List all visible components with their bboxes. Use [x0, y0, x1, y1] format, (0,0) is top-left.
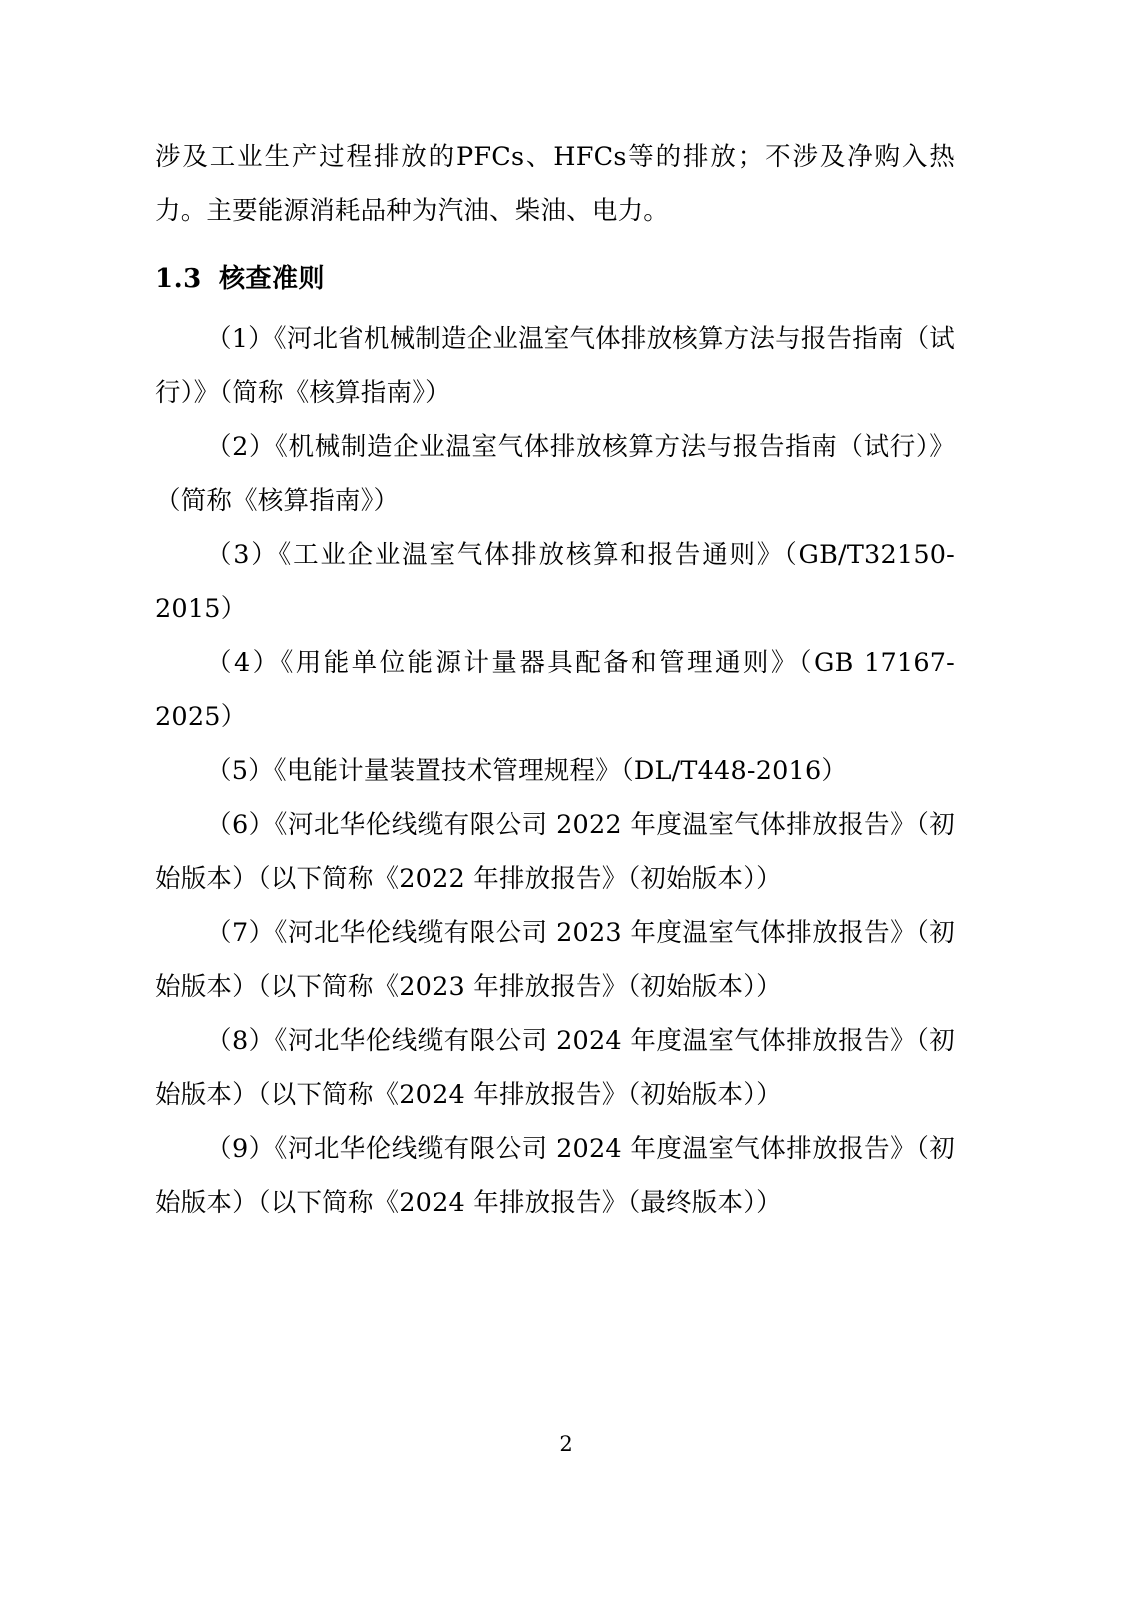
criteria-item-3: （3）《工业企业温室气体排放核算和报告通则》（GB/T32150-2015）: [155, 540, 955, 624]
criteria-item-4: （4）《用能单位能源计量器具配备和管理通则》（GB 17167-2025）: [155, 648, 955, 732]
page-number: 2: [559, 1432, 573, 1456]
criteria-item-2: （2）《机械制造企业温室气体排放核算方法与报告指南（试行）》（简称《核算指南》）: [155, 432, 955, 516]
section-number: 1.3: [155, 264, 202, 294]
criteria-item-6: （6）《河北华伦线缆有限公司 2022 年度温室气体排放报告》（初始版本）（以下简称《2022 年排放报告》（初始版本））: [155, 810, 955, 894]
criteria-item-5: （5）《电能计量装置技术管理规程》（DL/T448-2016）: [206, 756, 848, 786]
criteria-item-7: （7）《河北华伦线缆有限公司 2023 年度温室气体排放报告》（初始版本）（以下简称《2023 年排放报告》（初始版本））: [155, 918, 955, 1002]
page-content: [155, 130, 955, 1230]
criteria-item-1: （1）《河北省机械制造企业温室气体排放核算方法与报告指南（试行）》（简称《核算指南》）: [155, 324, 955, 408]
paragraph-intro: 涉及工业生产过程排放的PFCs、HFCs等的排放；不涉及净购入热力。主要能源消耗品种为汽油、柴油、电力。: [155, 142, 955, 226]
criteria-item-9: （9）《河北华伦线缆有限公司 2024 年度温室气体排放报告》（初始版本）（以下简称《2024 年排放报告》（最终版本））: [155, 1134, 955, 1218]
section-heading: [155, 252, 955, 306]
criteria-item-8: （8）《河北华伦线缆有限公司 2024 年度温室气体排放报告》（初始版本）（以下简称《2024 年排放报告》（初始版本））: [155, 1026, 955, 1110]
section-title: 核查准则: [219, 264, 326, 294]
